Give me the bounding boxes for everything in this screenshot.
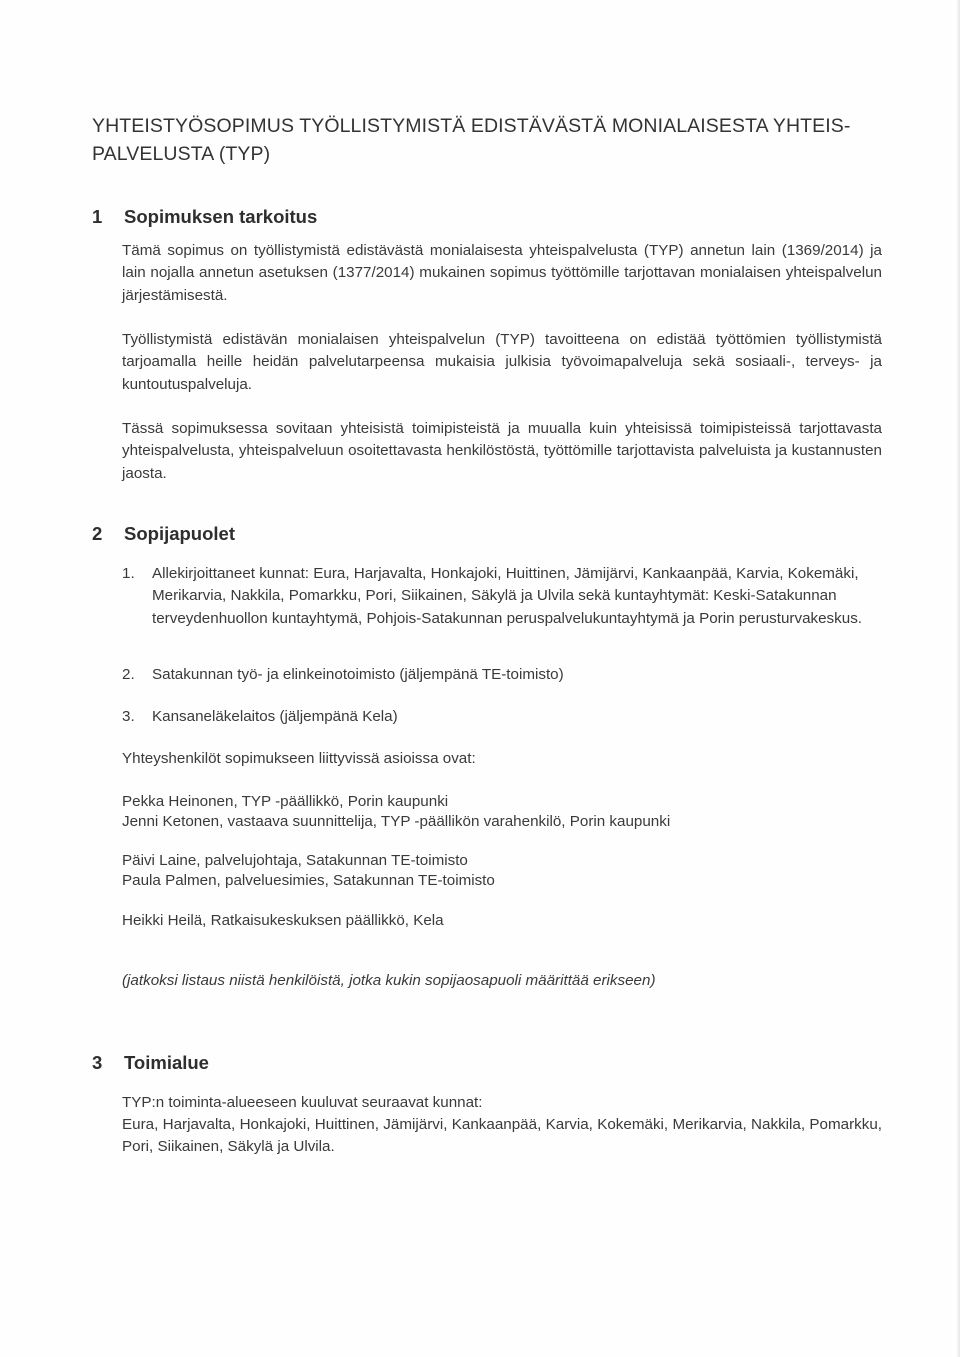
- title-line-1: YHTEISTYÖSOPIMUS TYÖLLISTYMISTÄ EDISTÄVÄSTÄ MONIALAISESTA YHTEIS-: [92, 115, 851, 137]
- section-1-paragraph-1: Tämä sopimus on työllistymistä edistävästä monialaisesta yhteispalvelusta (TYP) annetun lain (1369/2014) ja lain nojalla annetun asetuksen (1377/2014) mukainen sopimus työttömille tarjottavan monialaisen yhteispalvelun järjestämisestä.: [122, 242, 882, 304]
- section-2-heading: [92, 522, 235, 546]
- list-number: 2.: [122, 666, 135, 683]
- section-1-paragraph-2: Työllistymistä edistävän monialaisen yhteispalvelun (TYP) tavoitteena on edistää työttömien työllistymistä tarjoamalla heille heidän palvelutarpeensa mukaisia julkisia työvoimapalveluja sekä sosiaali-, terveys- ja kuntoutuspalveluja.: [122, 331, 882, 393]
- section-title: Toimialue: [124, 1052, 209, 1073]
- section-number: 1: [92, 206, 103, 227]
- section-3-paragraph-2: Eura, Harjavalta, Honkajoki, Huittinen, Jämijärvi, Kankaanpää, Karvia, Kokemäki, Merikarvia, Nakkila, Pomarkku, Pori, Siikainen, Säkylä ja Ulvila.: [122, 1116, 882, 1156]
- party-list-item-3: [122, 706, 882, 728]
- contacts-intro: Yhteyshenkilöt sopimukseen liittyvissä asioissa ovat:: [122, 750, 476, 767]
- title-line-2: PALVELUSTA (TYP): [92, 143, 271, 165]
- list-text: Kansaneläkelaitos (jäljempänä Kela): [152, 708, 398, 725]
- list-text: Allekirjoittaneet kunnat: Eura, Harjavalta, Honkajoki, Huittinen, Jämijärvi, Kankaanpää, Karvia, Kokemäki, Merikarvia, Nakkila, Pomarkku, Pori, Siikainen, Säkylä ja Ulvila sekä kuntayhtymät: Keski-Satakunnan terveydenhuollon kuntayhtymä, Pohjois-Satakunnan peruspalvelukuntayhtymä ja Porin perusturvakeskus.: [152, 565, 863, 627]
- contact-line: Paula Palmen, palveluesimies, Satakunnan TE-toimisto: [122, 872, 495, 889]
- list-number: 1.: [122, 565, 135, 582]
- document-title: [92, 112, 872, 168]
- contacts-note: (jatkoksi listaus niistä henkilöistä, jotka kukin sopijaosapuoli määrittää erikseen): [122, 972, 656, 989]
- section-1-paragraph-3: Tässä sopimuksessa sovitaan yhteisistä toimipisteistä ja muualla kuin yhteisissä toimipisteissä tarjottavasta yhteispalvelusta, yhteispalveluun osoitettavasta henkilöstöstä, työttömille tarjottavista palveluista ja kustannusten jaosta.: [122, 420, 882, 482]
- contact-line: Jenni Ketonen, vastaava suunnittelija, TYP -päällikön varahenkilö, Porin kaupunki: [122, 813, 671, 830]
- section-number: 3: [92, 1052, 103, 1073]
- section-3-paragraph-1: TYP:n toiminta-alueeseen kuuluvat seuraavat kunnat:: [122, 1094, 483, 1111]
- party-list-item-2: [122, 664, 882, 686]
- contact-line: Heikki Heilä, Ratkaisukeskuksen päällikkö, Kela: [122, 912, 444, 929]
- section-number: 2: [92, 523, 103, 544]
- section-1-heading: [92, 205, 317, 229]
- list-number: 3.: [122, 708, 135, 725]
- party-list-item-1: [122, 563, 882, 630]
- section-title: Sopijapuolet: [124, 523, 235, 544]
- list-text: Satakunnan työ- ja elinkeinotoimisto (jäljempänä TE-toimisto): [152, 666, 564, 683]
- section-title: Sopimuksen tarkoitus: [124, 206, 318, 227]
- section-3-heading: [92, 1051, 209, 1075]
- page-edge: [956, 0, 960, 1357]
- contact-line: Päivi Laine, palvelujohtaja, Satakunnan TE-toimisto: [122, 852, 468, 869]
- contact-line: Pekka Heinonen, TYP -päällikkö, Porin kaupunki: [122, 793, 449, 810]
